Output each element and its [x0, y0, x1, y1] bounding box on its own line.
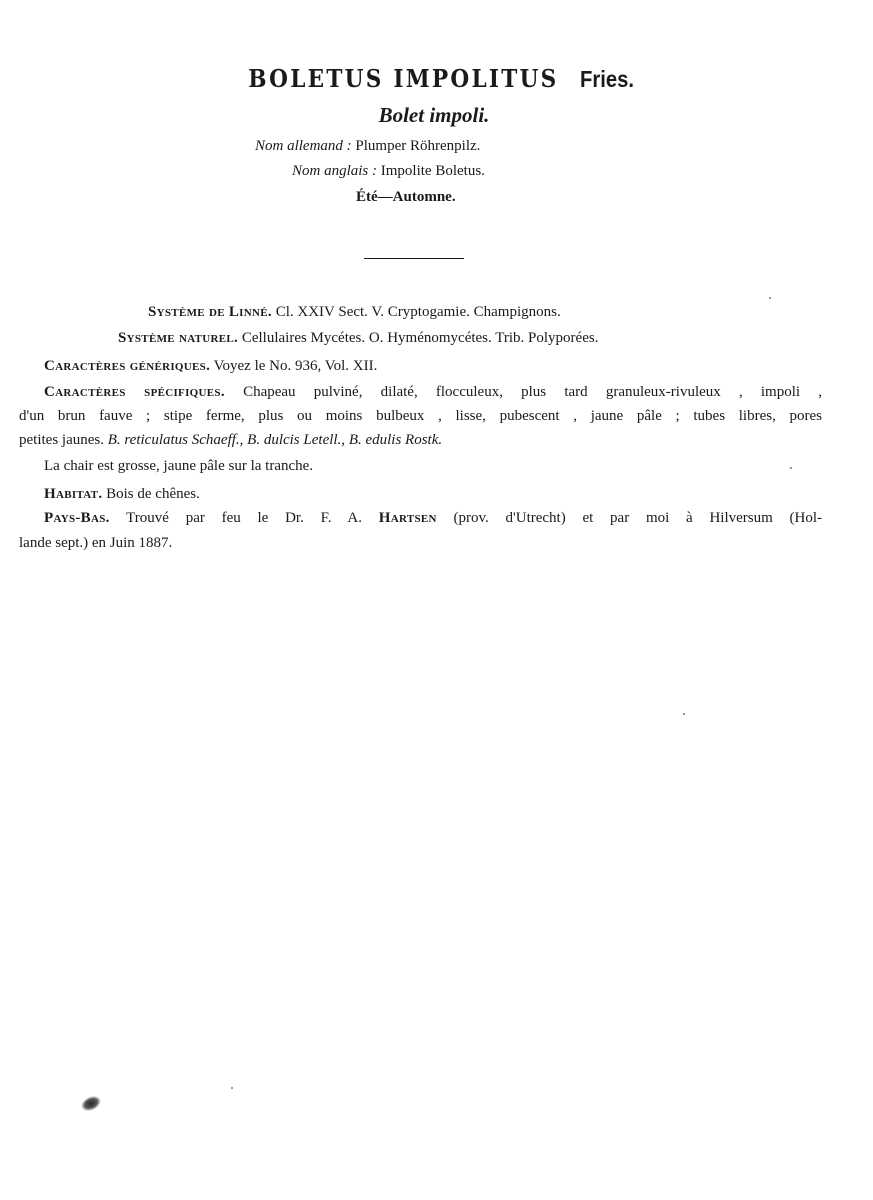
specifiques-line-3-start: petites jaunes. — [19, 432, 104, 448]
synonym-dulcis: B. dulcis Letell., — [247, 432, 346, 448]
natural-system-line — [118, 327, 598, 349]
netherlands-line-2: lande sept.) en Juin 1887. — [19, 535, 173, 551]
paper-speck — [683, 713, 685, 715]
paysbas-text-2: (prov. d'Utrecht) et par moi à Hilversum (Hol- — [453, 510, 823, 526]
title-author: Fries. — [580, 66, 635, 92]
paper-speck — [790, 467, 792, 469]
specifiques-label: Caractères spécifiques. — [44, 384, 225, 400]
generic-characters-line — [44, 355, 377, 377]
season: Été—Automne. — [356, 189, 456, 205]
collector-name: Hartsen — [378, 510, 437, 526]
synonym-reticulatus: B. reticulatus Schaeff., — [107, 432, 244, 448]
specific-characters-line-3 — [19, 429, 442, 451]
english-name-label: Nom anglais : — [292, 163, 378, 179]
ink-smudge — [79, 1093, 103, 1113]
page-title — [0, 62, 873, 100]
german-name-value: Plumper Röhrenpilz. — [355, 138, 481, 154]
specific-characters-line-2: d'un brun fauve ; stipe ferme, plus ou moins bulbeux , lisse, pubescent , jaune pâle ; tubes libres, pores — [19, 408, 822, 424]
generiques-text: Voyez le No. 936, Vol. XII. — [213, 358, 378, 374]
naturel-label: Système naturel. — [118, 330, 239, 346]
title-genus: BOLETUS IMPOLITUS — [248, 64, 559, 93]
synonym-edulis: B. edulis Rostk. — [348, 432, 443, 448]
german-name-line — [255, 136, 480, 156]
linne-system-line — [148, 301, 561, 323]
linne-label: Système de Linné. — [148, 304, 272, 320]
paper-speck — [769, 297, 771, 299]
paper-speck — [231, 1087, 233, 1089]
english-name-value: Impolite Boletus. — [380, 163, 485, 179]
habitat-text: Bois de chênes. — [106, 486, 200, 502]
paysbas-label: Pays-Bas. — [44, 510, 110, 526]
divider-rule — [364, 258, 464, 259]
paysbas-text-1: Trouvé par feu le Dr. F. A. — [126, 510, 362, 526]
french-name: Bolet impoli. — [378, 103, 490, 127]
linne-text: Cl. XXIV Sect. V. Cryptogamie. Champignons. — [275, 304, 561, 320]
english-name-line — [292, 161, 485, 181]
habitat-label: Habitat. — [44, 486, 103, 502]
flesh-description: La chair est grosse, jaune pâle sur la tranche. — [44, 458, 314, 474]
naturel-text: Cellulaires Mycétes. O. Hyménomycétes. Trib. Polyporées. — [241, 330, 599, 346]
generiques-label: Caractères génériques. — [44, 358, 211, 374]
german-name-label: Nom allemand : — [255, 138, 352, 154]
specifiques-line-1: Chapeau pulviné, dilaté, flocculeux, plus tard granuleux-rivuleux , impoli , — [243, 384, 822, 400]
specific-characters-line-1 — [44, 381, 822, 403]
habitat-line — [44, 483, 200, 505]
netherlands-line-1 — [44, 507, 822, 529]
